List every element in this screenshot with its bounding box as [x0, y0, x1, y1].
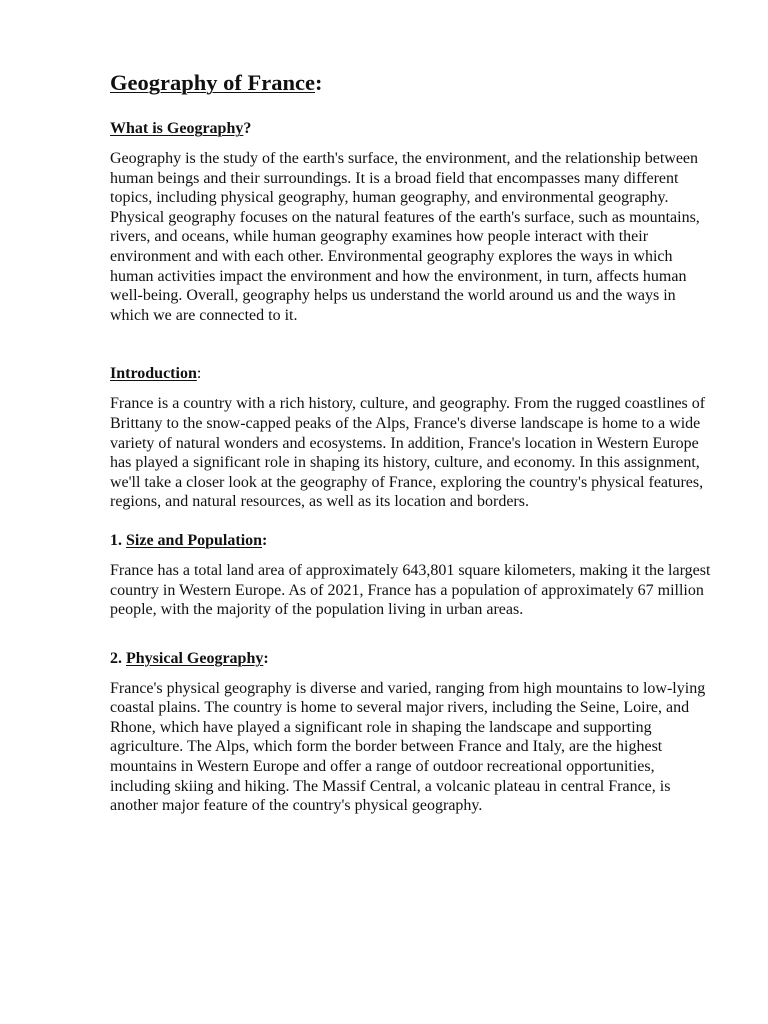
section-heading-suffix: : — [263, 649, 269, 667]
document-title-text: Geography of France — [110, 70, 315, 95]
section-number: 1. — [110, 531, 126, 549]
section-heading — [110, 531, 716, 551]
document-title — [110, 68, 716, 98]
section-heading-suffix: : — [262, 531, 268, 549]
section-paragraph: France has a total land area of approximately 643,801 square kilometers, making it the largest country in Western Europe. As of 2021, France has a population of approximately 67 million people, with the majority of the population living in urban areas. — [110, 561, 711, 619]
section-heading — [110, 119, 716, 139]
section-physical-geography — [110, 649, 716, 816]
section-heading-suffix: : — [196, 365, 202, 383]
section-heading-text: Size and Population — [126, 531, 263, 549]
section-heading-suffix: ? — [243, 120, 252, 137]
section-number: 2. — [110, 649, 126, 667]
section-paragraph: Geography is the study of the earth's surface, the environment, and the relationship between human beings and their surroundings. It is a broad field that encompasses many different topics, including physical geography, human geography, and environmental geography. Physical geography focuses on the natural features of the earth's surface, such as mountains, rivers, and oceans, while human geography examines how people interact with their environment and with each other. Environmental geography explores the ways in which human activities impact the environment and how the environment, in turn, affects human well-being. Overall, geography helps us understand the world around us and the ways in which we are connected to it. — [110, 150, 700, 324]
section-paragraph: France is a country with a rich history, culture, and geography. From the rugged coastlines of Brittany to the snow-capped peaks of the Alps, France's diverse landscape is home to a wide variety of natural wonders and ecosystems. In addition, France's location in Western Europe has played a significant role in shaping its history, culture, and economy. In this assignment, we'll take a closer look at the geography of France, exploring the country's physical features, regions, and natural resources, as well as its location and borders. — [110, 395, 706, 511]
document-title-suffix: : — [314, 70, 323, 95]
section-heading-text: What is Geography — [110, 120, 244, 137]
section-what-is-geography — [110, 119, 716, 325]
section-size-and-population — [110, 531, 716, 620]
section-heading-text: Introduction — [110, 365, 197, 383]
section-paragraph: France's physical geography is diverse and varied, ranging from high mountains to low-lying coastal plains. The country is home to several major rivers, including the Seine, Loire, and Rhone, which have played a significant role in shaping the landscape and supporting agriculture. The Alps, which form the border between France and Italy, are the highest mountains in Western Europe and offer a range of outdoor recreational opportunities, including skiing and hiking. The Massif Central, a volcanic plateau in central France, is another major feature of the country's physical geography. — [110, 679, 706, 815]
section-heading-text: Physical Geography — [126, 649, 264, 667]
section-heading — [110, 649, 716, 669]
section-heading — [110, 364, 716, 384]
document-page — [110, 68, 716, 816]
section-introduction — [110, 364, 716, 512]
